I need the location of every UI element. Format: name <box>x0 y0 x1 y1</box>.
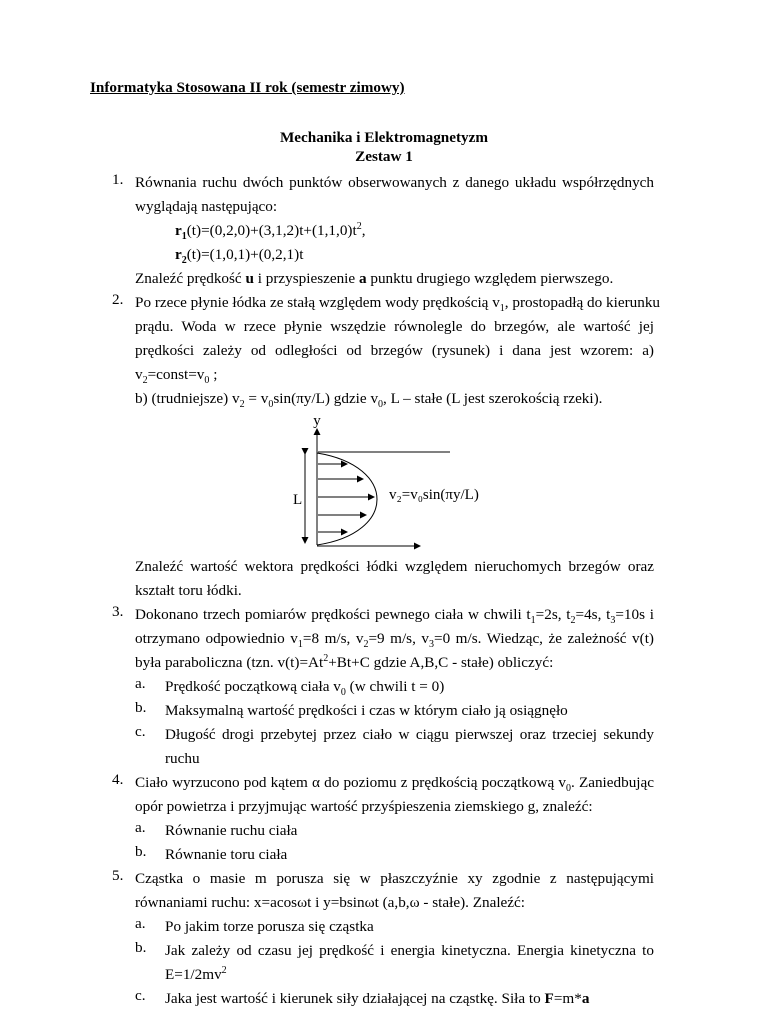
problem-2 <box>112 291 661 603</box>
text-line: Cząstka o masie m porusza się w płaszczyźnie xy zgodnie z następującymi <box>135 870 654 887</box>
text: była paraboliczna (tzn. v(t)=At <box>135 654 324 671</box>
text: Ciało wyrzucono pod kątem α do poziomu z prędkością początkową v <box>135 774 566 791</box>
text: punktu drugiego względem pierwszego. <box>366 270 614 287</box>
text: b) (trudniejsze) v <box>135 390 240 407</box>
vector-symbol: F <box>544 990 554 1007</box>
text: i przyspieszenie <box>253 270 359 287</box>
text: =9 m/s, v <box>368 630 429 647</box>
text: =8 m/s, v <box>302 630 364 647</box>
equation-text: (t)=(0,2,0)+(3,1,2)t+(1,1,0)t <box>186 222 357 239</box>
text: =const=v <box>147 366 205 383</box>
text: +Bt+C gdzie A,B,C - stałe) obliczyć: <box>328 654 554 671</box>
sub-list <box>135 915 654 1011</box>
text-line <box>135 387 654 411</box>
text-line: Równanie toru ciała <box>165 846 288 863</box>
subscript: 1 <box>181 231 187 243</box>
problem-number: 2. <box>112 291 124 308</box>
course-header: Informatyka Stosowana II rok (semestr zimowy) <box>90 79 405 96</box>
subscript: 1 <box>297 639 303 651</box>
text-line: Równania ruchu dwóch punktów obserwowanych z danego układu współrzędnych <box>135 174 654 191</box>
text-line: wyglądają następująco: <box>135 198 278 215</box>
problem-number: 5. <box>112 867 124 884</box>
text-line: ruchu <box>165 750 200 767</box>
sub-letter: c. <box>135 723 146 740</box>
document-subtitle: Zestaw 1 <box>355 148 413 165</box>
text-line: prądu. Woda w rzece płynie wszędzie równolegle do brzegów, ale wartość jej <box>135 318 654 335</box>
problem-4 <box>112 771 654 867</box>
text: v <box>135 366 143 383</box>
text: Jaka jest wartość i kierunek siły działającej na cząstkę. Siła to <box>165 990 545 1007</box>
text-line: Po jakim torze porusza się cząstka <box>165 918 374 935</box>
problem-list <box>112 171 661 1011</box>
problem-number: 4. <box>112 771 124 788</box>
sub-letter: a. <box>135 819 146 836</box>
text: =10s i <box>615 606 654 623</box>
subscript: 2 <box>363 639 369 651</box>
sub-letter: a. <box>135 675 146 692</box>
vector-symbol: a <box>581 990 590 1007</box>
sub-letter: a. <box>135 915 146 932</box>
subscript: 2 <box>142 375 148 387</box>
sub-item-a <box>135 675 654 699</box>
text: E=1/2mv <box>165 966 222 983</box>
river-diagram <box>135 411 677 555</box>
text: (w chwili t = 0) <box>345 678 445 695</box>
text-line <box>135 771 654 795</box>
text-line: Znaleźć wartość wektora prędkości łódki względem nieruchomych brzegów oraz <box>135 558 654 575</box>
problem-number: 3. <box>112 603 124 620</box>
text-line <box>135 363 654 387</box>
text-line: kształt toru łódki. <box>135 582 242 599</box>
text-line: Długość drogi przebytej przez ciało w ciągu pierwszej oraz trzeciej sekundy <box>165 726 654 743</box>
text-line <box>165 987 654 1011</box>
text: = v <box>244 390 269 407</box>
text-line: opór powietrza i przyjmując wartość przyśpieszenia ziemskiego g, znaleźć: <box>135 798 593 815</box>
equation-r2 <box>135 243 654 267</box>
sub-item-a <box>135 819 654 843</box>
text: otrzymano odpowiednio v <box>135 630 298 647</box>
text: =4s, t <box>575 606 611 623</box>
equation-text: , <box>361 222 366 239</box>
text: ; <box>209 366 218 383</box>
subscript: 1 <box>530 615 536 627</box>
vector-symbol: a <box>358 270 367 287</box>
sub-item-b <box>135 699 654 723</box>
text-line: równaniami ruchu: x=acosωt i y=bsinωt (a,b,ω - stałe). Znaleźć: <box>135 894 525 911</box>
sub-letter: c. <box>135 987 146 1004</box>
subscript: 0 <box>340 687 346 699</box>
sub-letter: b. <box>135 699 147 716</box>
text: , L – stałe (L jest szerokością rzeki). <box>383 390 603 407</box>
text: , prostopadłą do kierunku <box>504 294 661 311</box>
subscript: 0 <box>378 399 384 411</box>
river-flow-figure <box>135 411 654 555</box>
text: . Zaniedbując <box>570 774 654 791</box>
superscript: 2 <box>356 220 362 232</box>
subscript: 2 <box>239 399 245 411</box>
text: sin(πy/L) gdzie v <box>273 390 379 407</box>
text-line <box>135 267 654 291</box>
subscript: 2 <box>570 615 576 627</box>
problem-5 <box>112 867 654 1011</box>
velocity-profile-curve <box>317 453 377 545</box>
sub-item-c <box>135 987 654 1011</box>
sub-letter: b. <box>135 843 147 860</box>
subscript: 0 <box>268 399 274 411</box>
sub-letter: b. <box>135 939 147 956</box>
text-line <box>165 963 654 987</box>
subscript: 3 <box>429 639 434 651</box>
subscript: 0 <box>204 375 210 387</box>
subscript: 1 <box>499 303 505 315</box>
text: Po rzece płynie łódka ze stałą względem wody prędkością v <box>135 294 500 311</box>
equation-r1 <box>135 219 654 243</box>
sub-item-c <box>135 723 654 771</box>
text: Prędkość początkową ciała v <box>165 678 341 695</box>
flow-formula: v₂=v₀sin(πy/L) <box>389 487 479 503</box>
problem-number: 1. <box>112 171 124 188</box>
text-line <box>135 291 661 315</box>
subscript: 2 <box>181 255 187 267</box>
text: Dokonano trzech pomiarów prędkości pewnego ciała w chwili t <box>135 606 531 623</box>
text: =0 m/s. Wiedząc, że zależność v(t) <box>434 630 654 647</box>
sub-list <box>135 675 654 771</box>
vector-symbol: r <box>175 222 182 239</box>
text: =m* <box>553 990 582 1007</box>
vector-symbol: u <box>245 270 254 287</box>
text-line <box>135 603 654 627</box>
x-axis-label <box>400 554 413 555</box>
text-line: prędkości zależy od odległości od brzegów (rysunek) i dana jest wzorem: a) <box>135 342 654 359</box>
subscript: 0 <box>565 783 571 795</box>
text: Znaleźć prędkość <box>135 270 246 287</box>
problem-3 <box>112 603 654 771</box>
superscript: 2 <box>323 652 329 664</box>
equation-text: (t)=(1,0,1)+(0,2,1)t <box>186 246 304 263</box>
superscript: 2 <box>221 964 227 976</box>
width-label: L <box>293 492 303 508</box>
sub-list <box>135 819 654 867</box>
text: =2s, t <box>535 606 571 623</box>
text-line: Równanie ruchu ciała <box>165 822 298 839</box>
text-line <box>135 651 654 675</box>
sub-item-a <box>135 915 654 939</box>
sub-item-b <box>135 843 654 867</box>
text-line <box>135 627 654 651</box>
y-axis-label: y <box>313 413 321 429</box>
text-line: Maksymalną wartość prędkości i czas w którym ciało ją osiągnęło <box>165 702 568 719</box>
document-title: Mechanika i Elektromagnetyzm <box>279 129 489 146</box>
subscript: 3 <box>610 615 616 627</box>
problem-1 <box>112 171 654 291</box>
sub-item-b <box>135 939 654 987</box>
text-line: Jak zależy od czasu jej prędkość i energia kinetyczna. Energia kinetyczna to <box>165 942 654 959</box>
vector-symbol: r <box>175 246 182 263</box>
